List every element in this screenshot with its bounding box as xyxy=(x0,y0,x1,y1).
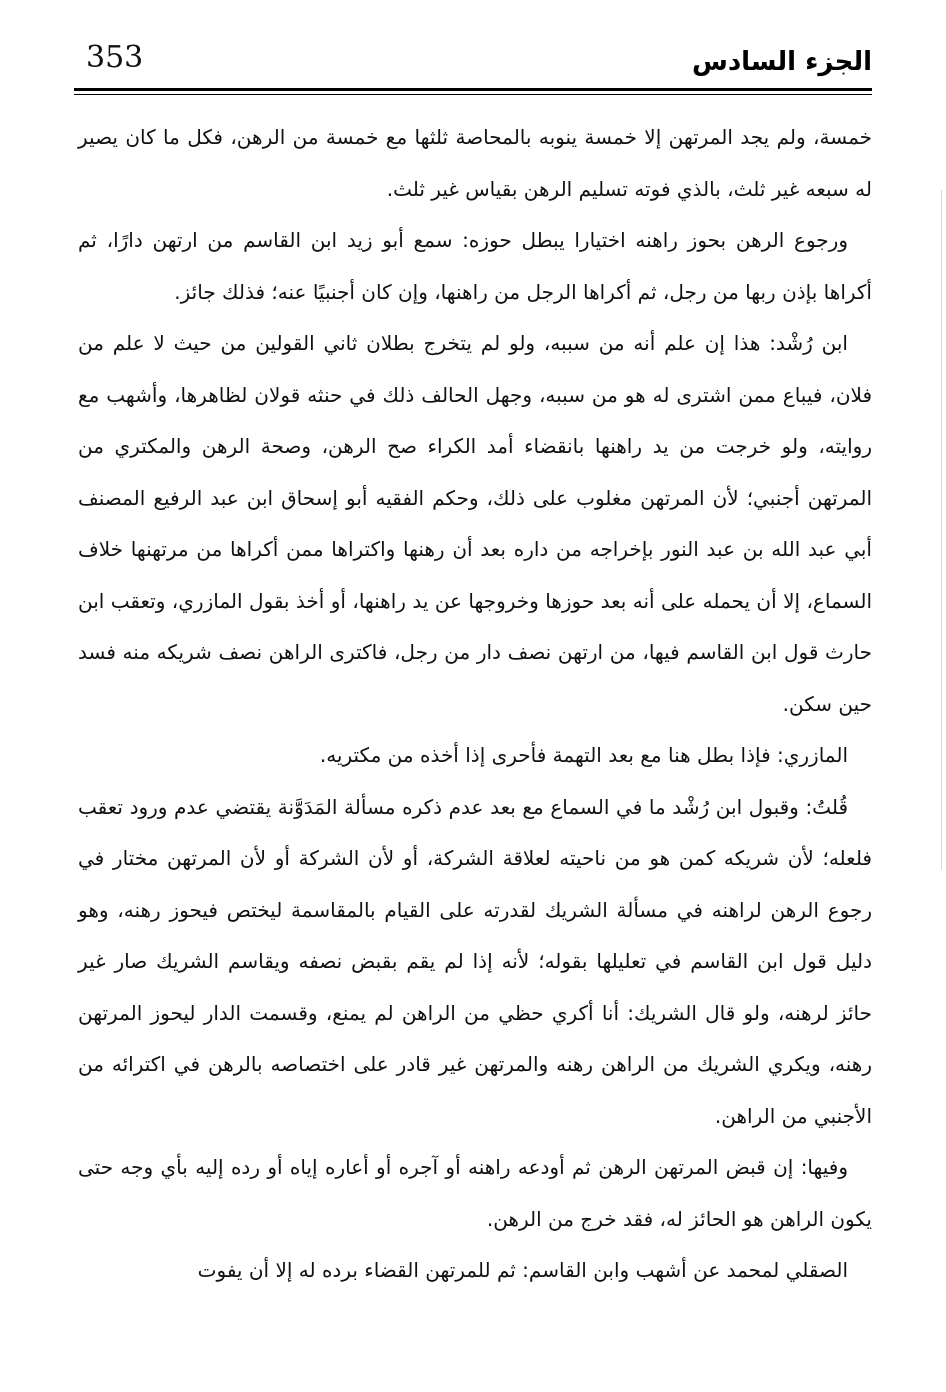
paragraph: ورجوع الرهن بحوز راهنه اختيارا يبطل حوزه: سمع أبو زيد ابن القاسم من ارتهن دارًا، ثم أكراها بإذن ربها من رجل، ثم أكراها الرجل من راهنها، وإن كان أجنبيًا عنه؛ فذلك جائز. xyxy=(78,228,872,304)
paragraph: وفيها: إن قبض المرتهن الرهن ثم أودعه راهنه أو آجره أو أعاره إياه أو رده إليه بأي وجه حتى يكون الراهن هو الحائز له، فقد خرج من الرهن. xyxy=(78,1155,872,1231)
paragraph: المازري: فإذا بطل هنا مع بعد التهمة فأحرى إذا أخذه من مكتريه. xyxy=(319,743,848,767)
paragraph: خمسة، ولم يجد المرتهن إلا خمسة ينوبه بالمحاصة ثلثها مع خمسة من الرهن، فكل ما كان يصير له سبعه غير ثلث، بالذي فوته تسليم الرهن بقياس غير ثلث. xyxy=(78,125,872,201)
paragraph: الصقلي لمحمد عن أشهب وابن القاسم: ثم للمرتهن القضاء برده له إلا أن يفوت xyxy=(197,1258,848,1282)
page-number: 353 xyxy=(86,40,144,75)
paragraph: قُلتُ: وقبول ابن رُشْد ما في السماع مع بعد عدم ذكره مسألة المَدَوَّنة يقتضي عدم ورود تعقب فلعله؛ لأن شريكه كمن هو من ناحيته لعلاقة الشركة، أو لأن الشركة أو لأن المرتهن مختار في رجوع الرهن لراهنه في مسألة الشريك لقدرته على القيام بالمقاسمة ليختص فيحوز رهنه، وهو دليل قول ابن القاسم في تعليلها بقوله؛ لأنه إذا لم يقم بقبض نصفه ويقاسم الشريك صار غير حائز لرهنه، ولو قال الشريك: أنا أكري حظي من الراهن لم يمنع، وقسمت الدار ليحوز المرتهن رهنه، ويكري الشريك من الراهن رهنه والمرتهن غير قادر على اختصاصه بالرهن في اكترائه من الأجنبي من الراهن. xyxy=(78,794,872,1128)
header-rule-thin xyxy=(74,94,872,95)
page-header xyxy=(74,38,872,92)
paragraph: ابن رُشْد: هذا إن علم أنه من سببه، ولو لم يتخرج بطلان ثاني القولين من حيث لا علم من فلان، فيباع ممن اشترى له هو من سببه، وجهل الحالف ذلك في حنثه قولان لظاهرها، وأشهب مع روايته، ولو خرجت من يد راهنها بانقضاء أمد الكراء صح الرهن، وصحة الرهن والمكتري من المرتهن أجنبي؛ لأن المرتهن مغلوب على ذلك، وحكم الفقيه أبو إسحاق ابن عبد الرفيع المصنف أبي عبد الله بن عبد النور بإخراجه من داره بعد أن رهنها واكتراها ممن أكراها من مرتهنها خلاف السماع، إلا أن يحمله على أنه بعد حوزها وخروجها عن يد راهنها، أو أخذ بقول المازري، وتعقب ابن حارث قول ابن القاسم فيها، من ارتهن نصف دار من رجل، فاكترى الراهن نصف شريكه منه فسد حين سكن. xyxy=(78,331,872,716)
running-title: الجزء السادس xyxy=(691,47,872,77)
scan-edge-mark xyxy=(941,190,942,870)
body-text xyxy=(78,112,872,1297)
header-rule-thick xyxy=(74,88,872,91)
